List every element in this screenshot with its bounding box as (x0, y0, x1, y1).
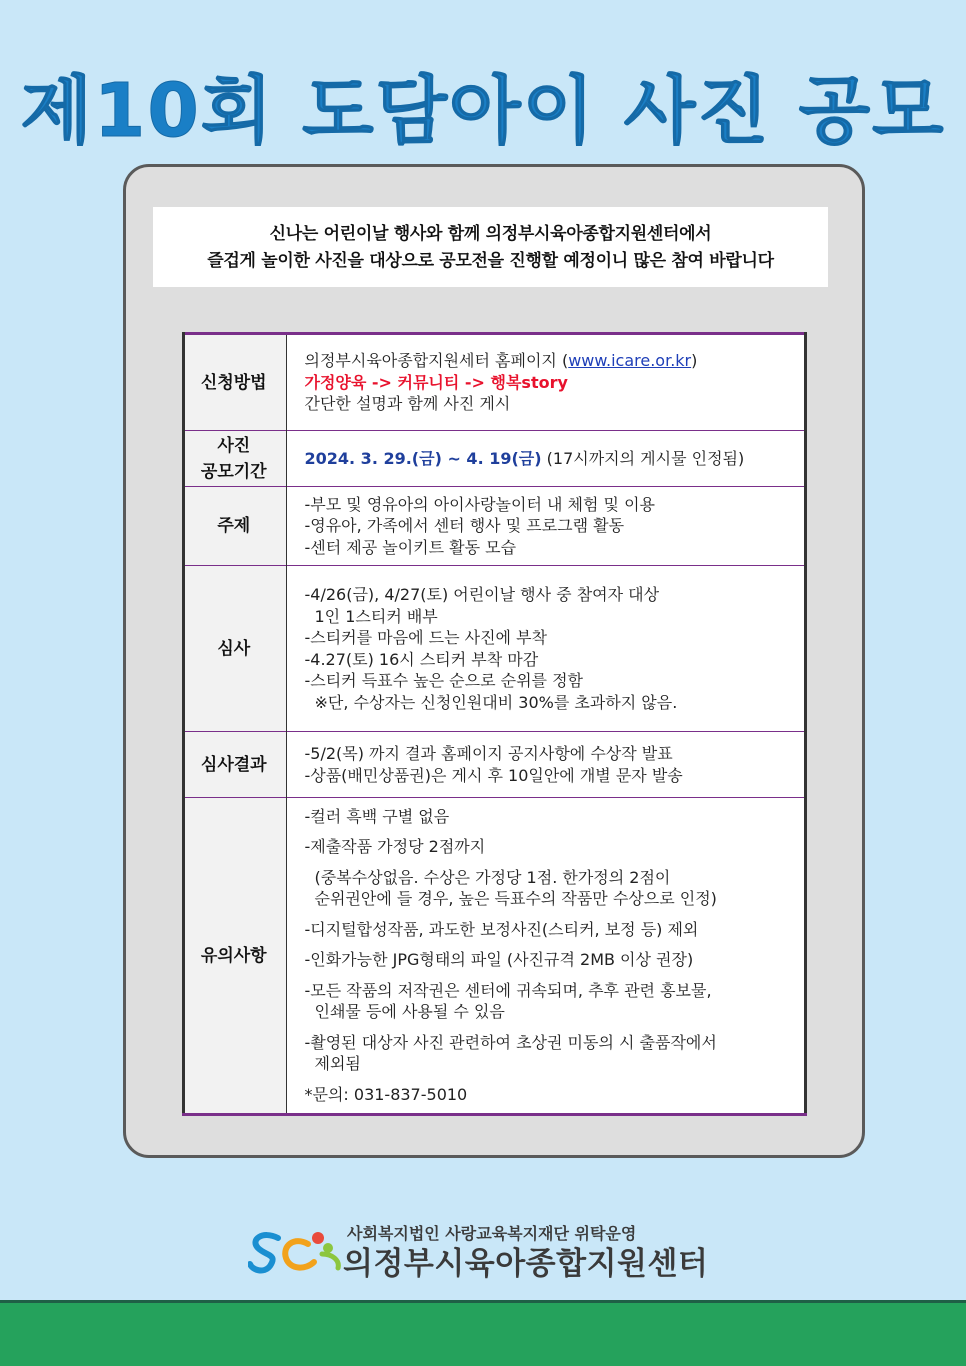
label-period (182, 431, 286, 487)
content-notes (286, 798, 807, 1115)
label-apply: 신청방법 (182, 334, 286, 431)
content-period (286, 431, 807, 487)
label-result: 심사결과 (182, 732, 286, 798)
review-line-5: -스티커 득표수 높은 순으로 순위를 정함 (304, 671, 583, 690)
theme-line-3: -센터 제공 놀이키트 활동 모습 (304, 537, 517, 557)
intro-line-1: 신나는 어린이날 행사와 함께 의정부시육아종합지원센터에서 (269, 224, 712, 244)
apply-line-1 (305, 350, 794, 372)
apply-line-3: 간단한 설명과 함께 사진 게시 (304, 394, 511, 414)
notes-line-10: 제외됨 (314, 1054, 361, 1074)
intro-line-2: 즐겁게 놀이한 사진을 대상으로 공모전을 진행할 예정이니 많은 참여 바랍니다 (207, 251, 774, 271)
notes-line-1: -컬러 흑백 구별 없음 (304, 806, 450, 826)
result-line-2: -상품(배민상품권)은 게시 후 10일안에 개별 문자 발송 (304, 765, 683, 785)
label-theme: 주제 (182, 487, 286, 566)
notes-contact: *문의: 031-837-5010 (304, 1084, 468, 1104)
notes-line-4: 순위권안에 들 경우, 높은 득표수의 작품만 수상으로 인정) (314, 889, 717, 909)
theme-line-2: -영유아, 가족에서 센터 행사 및 프로그램 활동 (304, 516, 625, 536)
content-result (286, 732, 807, 798)
label-period-2: 공모기간 (200, 461, 267, 482)
content-theme (286, 487, 807, 566)
row-theme (182, 487, 807, 566)
notes-line-2: -제출작품 가정당 2점까지 (304, 837, 486, 857)
content-review (286, 566, 807, 732)
period-dates: 2024. 3. 29.(금) ~ 4. 19(금) (304, 448, 542, 468)
intro-box (153, 207, 828, 287)
row-notes (182, 798, 807, 1115)
row-review (182, 566, 807, 732)
period-line (305, 448, 794, 470)
bottom-band (0, 1300, 966, 1366)
homepage-link[interactable]: www.icare.or.kr (568, 351, 692, 371)
footer-center-name: 의정부시육아종합지원센터 (343, 1246, 709, 1282)
notes-line-6: -인화가능한 JPG형태의 파일 (사진규격 2MB 이상 권장) (304, 950, 694, 970)
apply-homepage-text: 의정부시육아종합지원세터 홈페이지 ( (304, 351, 569, 371)
review-line-4: -4.27(토) 16시 스티커 부착 마감 (304, 649, 539, 669)
label-review: 심사 (182, 566, 286, 732)
period-note: (17시까지의 게시물 인정됨) (541, 448, 745, 468)
poster-title: 제10회 도담아이 사진 공모 (20, 68, 946, 154)
row-apply (182, 334, 807, 431)
content-apply (286, 334, 807, 431)
label-period-1: 사진 (217, 435, 251, 456)
review-line-3: -스티커를 마음에 드는 사진에 부착 (304, 628, 548, 647)
footer-operator: 사회복지법인 사랑교육복지재단 위탁운영 (347, 1224, 637, 1243)
apply-paren: ) (691, 351, 698, 371)
result-line-1: -5/2(목) 까지 결과 홈페이지 공지사항에 수상작 발표 (304, 744, 673, 763)
review-line-1: -4/26(금), 4/27(토) 어린이날 행사 중 참여자 대상 (304, 585, 660, 604)
info-table (182, 332, 807, 1116)
row-period (182, 431, 807, 487)
review-line-6: ※단, 수상자는 신청인원대비 30%를 초과하지 않음. (314, 692, 678, 712)
notes-line-3: (중복수상없음. 수상은 가정당 1점. 한가정의 2점이 (314, 867, 671, 887)
notes-line-9: -촬영된 대상자 사진 관련하여 초상권 미동의 시 출품작에서 (304, 1032, 717, 1052)
label-notes: 유의사항 (182, 798, 286, 1115)
notes-line-5: -디지털합성작품, 과도한 보정사진(스티커, 보정 등) 제외 (304, 919, 699, 939)
notes-line-8: 인쇄물 등에 사용될 수 있음 (314, 1002, 505, 1022)
review-line-2: 1인 1스티커 배부 (314, 606, 438, 626)
apply-path: 가정양육 -> 커뮤니티 -> 행복story (304, 372, 568, 392)
center-logo-icon (248, 1224, 344, 1276)
row-result (182, 732, 807, 798)
notes-line-7: -모든 작품의 저작권은 센터에 귀속되며, 추후 관련 홍보물, (304, 980, 712, 1000)
theme-line-1: -부모 및 영유아의 아이사랑놀이터 내 체험 및 이용 (304, 494, 655, 514)
